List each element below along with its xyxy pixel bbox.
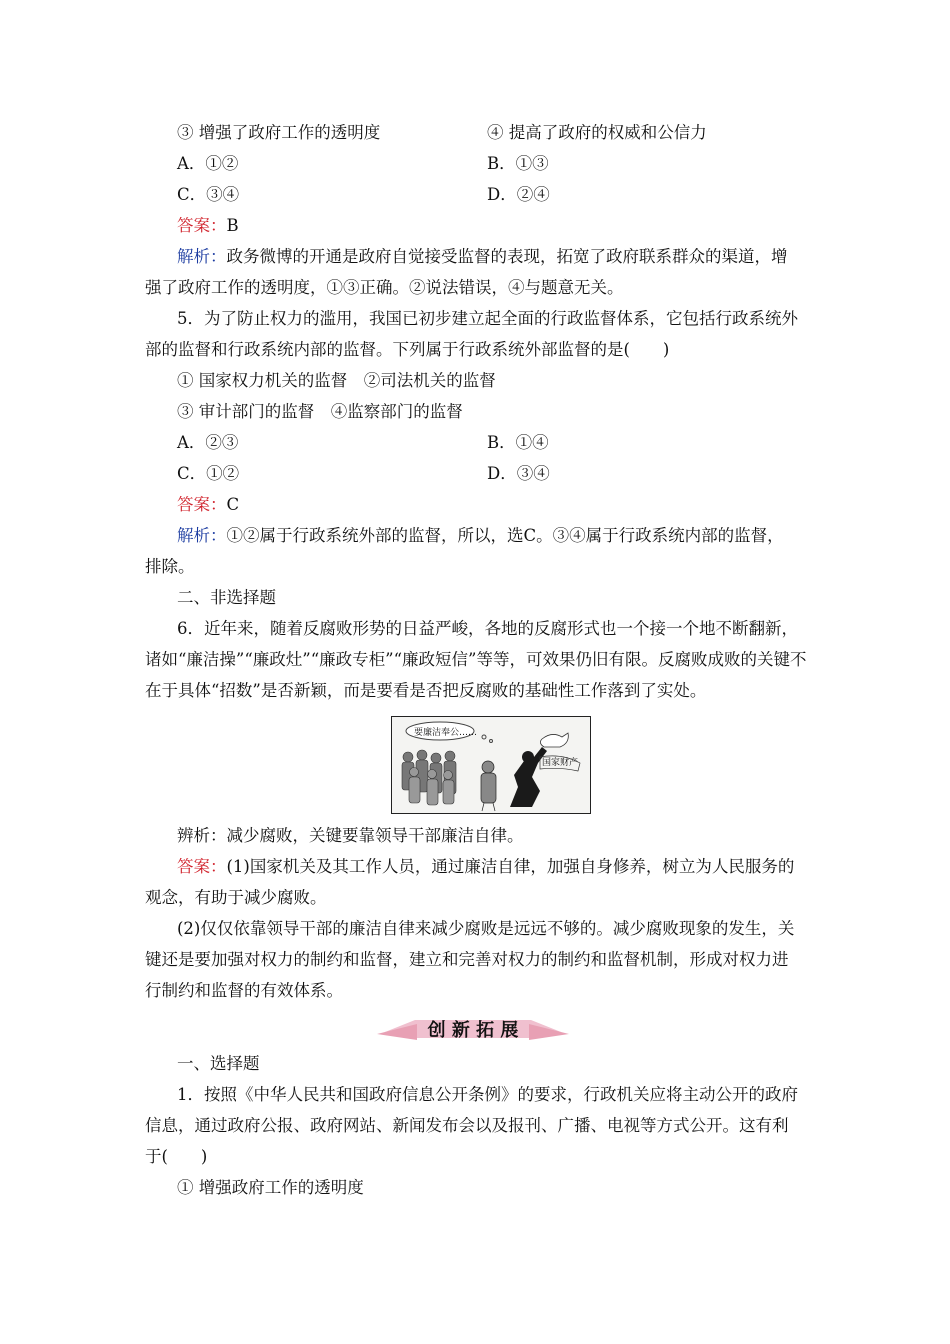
q5-stem-line2: 部的监督和行政系统内部的监督。下列属于行政系统外部监督的是( ) <box>145 340 670 359</box>
q5-choice-d: D．③④ <box>487 464 550 483</box>
q5-choice-c: C．①② <box>177 464 240 483</box>
q4-choice-b: B．①③ <box>487 154 549 173</box>
q5-explanation-line1: 解析：①②属于行政系统外部的监督，所以，选C。③④属于行政系统内部的监督， <box>177 526 784 545</box>
q5-explanation-line2: 排除。 <box>145 557 195 576</box>
banner-background <box>377 1014 569 1042</box>
answer-label: 答案： <box>177 216 227 235</box>
q4-explanation-line1: 解析：政务微博的开通是政府自觉接受监督的表现，拓宽了政府联系群众的渠道，增 <box>177 247 788 266</box>
q6-stem-line3: 在于具体“招数”是否新颖，而是要看是否把反腐败的基础性工作落到了实处。 <box>145 681 707 700</box>
q6-answer-p2-line3: 行制约和监督的有效体系。 <box>145 981 343 1000</box>
q6-stem-line2: 诸如“廉洁操”“廉政灶”“廉政专柜”“廉政短信”等等，可效果仍旧有限。反腐败成败的关键不 <box>145 650 807 669</box>
cartoon-drawing <box>392 717 590 813</box>
answer-value: B <box>226 216 239 235</box>
answer-label: 答案： <box>177 495 227 514</box>
explanation-label: 解析： <box>177 526 227 545</box>
answer-label: 答案： <box>177 857 227 876</box>
q4-option-3: ③ 增强了政府工作的透明度 <box>177 123 381 142</box>
section-banner <box>377 1014 569 1042</box>
banner-title: 创 新 拓 展 <box>427 1020 519 1041</box>
q6-answer-p2-line2: 键还是要加强对权力的制约和监督，建立和完善对权力的制约和监督机制，形成对权力进 <box>145 950 789 969</box>
q5-items-line1: ① 国家权力机关的监督 ②司法机关的监督 <box>177 371 496 390</box>
explanation-label: 解析： <box>177 247 227 266</box>
q5-stem-line1: 5．为了防止权力的滥用，我国已初步建立起全面的行政监督体系，它包括行政系统外 <box>177 309 798 328</box>
section-heading-choice: 一、选择题 <box>177 1054 260 1073</box>
q5-choice-a: A．②③ <box>177 433 239 452</box>
q4-choice-d: D．②④ <box>487 185 550 204</box>
q1-stem-line2: 信息，通过政府公报、政府网站、新闻发布会以及报刊、广播、电视等方式公开。这有利 <box>145 1116 789 1135</box>
q1-stem-line3: 于( ) <box>145 1147 208 1166</box>
q6-answer-p2-line1: (2)仅仅依靠领导干部的廉洁自律来减少腐败是远远不够的。减少腐败现象的发生，关 <box>177 919 795 938</box>
cartoon-speech-text: 要廉洁奉公…… <box>414 728 478 738</box>
q1-item-1: ① 增强政府工作的透明度 <box>177 1178 364 1197</box>
q6-analysis: 辨析：减少腐败，关键要靠领导干部廉洁自律。 <box>177 826 524 845</box>
q5-items-line2: ③ 审计部门的监督 ④监察部门的监督 <box>177 402 463 421</box>
q4-answer <box>177 216 841 236</box>
q6-answer-p1-line1: 答案：(1)国家机关及其工作人员，通过廉洁自律，加强自身修养，树立为人民服务的 <box>177 857 795 876</box>
answer-value: C <box>226 495 240 514</box>
q4-option-4: ④ 提高了政府的权威和公信力 <box>487 123 707 142</box>
q4-choice-c: C．③④ <box>177 185 240 204</box>
q5-choice-b: B．①④ <box>487 433 549 452</box>
q4-explanation-line2: 强了政府工作的透明度，①③正确。②说法错误，④与题意无关。 <box>145 278 624 297</box>
q6-answer-p1-line2: 观念，有助于减少腐败。 <box>145 888 327 907</box>
cartoon-image <box>391 716 591 814</box>
q5-answer <box>177 495 841 515</box>
q1-stem-line1: 1．按照《中华人民共和国政府信息公开条例》的要求，行政机关应将主动公开的政府 <box>177 1085 798 1104</box>
q4-choice-a: A．①② <box>177 154 239 173</box>
section-heading-nonchoice: 二、非选择题 <box>177 588 276 607</box>
q6-stem-line1: 6．近年来，随着反腐败形势的日益严峻，各地的反腐形式也一个接一个地不断翻新， <box>177 619 798 638</box>
cartoon-bag-text: 国家财产 <box>542 758 579 768</box>
